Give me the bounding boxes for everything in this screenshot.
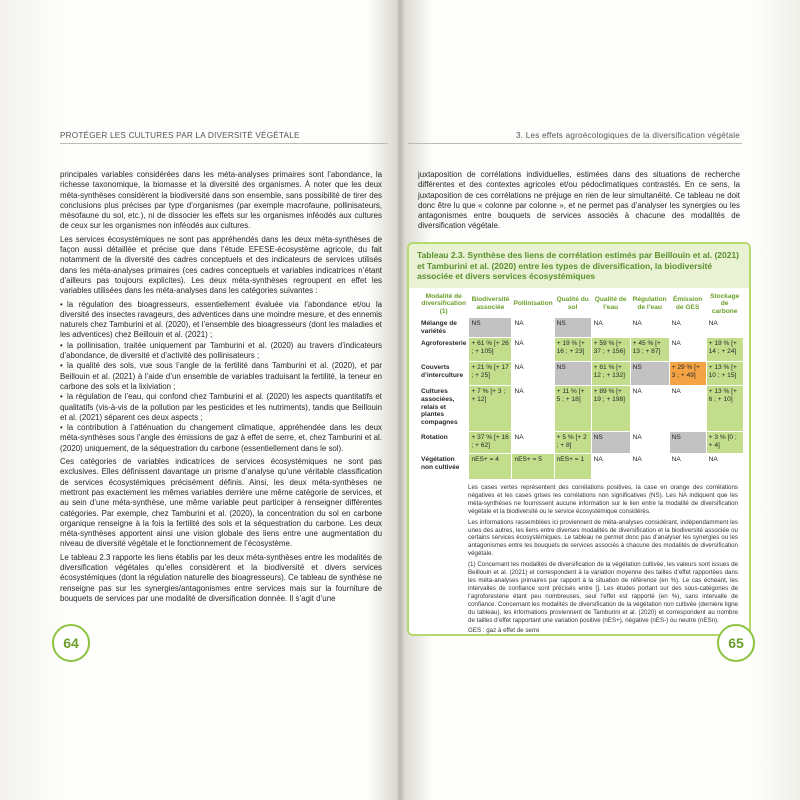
paragraph: Ces catégories de variables indicatrices de services écosystémiques ne sont pas exclusives. Elles définissent davantage un prisme d’analyse qu’une véritable classification de services écosystémiques précisément définis. Ainsi, les deux méta-synthèses ne mettront pas exactement les mêmes variables derrière une même catégorie de services, et au sein d’une méta-synthèse, une même variable peut participer à renseigner différentes catégories. Par exemple, chez Tamburini et al. (2020), la concentration du sol en carbone organique renseigne à la fois la fertilité des sols et la séquestration du carbone. Les deux méta-synthèses apportent ainsi une vision globale des liens entre une augmentation du niveau de diversité végétale et le fonctionnement de l’écosystème. [60,457,382,549]
right-page [402,0,800,800]
table-cell: nES+ = 5 [512,454,554,480]
running-head-left: PROTÉGER LES CULTURES PAR LA DIVERSITÉ VÉGÉTALE [60,131,300,140]
note: Les informations rassemblées ici proviennent de méta-analyses considérant, indépendamment les unes des autres, les liens entre diverses modalités de diversification et la biodiversité associée ou certains services écosystémiques. Le tableau ne permet donc pas d’analyser les synergies ou les antagonismes entre les bouquets de services associés à chacune des modalités de diversification végétale. [468,518,738,558]
bullet-item: • la régulation de l’eau, qui confond chez Tamburini et al. (2020) les aspects quantitatifs et qualitatifs (vis-à-vis de la pollution par les pesticides et les nutriments), tandis que Beillouin et al. (2021) séparent ces deux aspects ; [60,392,382,422]
paragraph: Le tableau 2.3 rapporte les liens établis par les deux méta-synthèses entre les modalités de diversification végétales qu’elles considèrent et la biodiversité et divers services écosystémiques (dont la régulation naturelle des bioagresseurs). Ce tableau de synthèse ne renseigne pas sur les synergies/antagonismes entre services mais sur la fourniture de bouquets de services par une modalité de diversification donnée. Il s’agit d’une [60,552,382,603]
page-number-left: 64 [52,624,90,662]
table-cell: NA [512,318,554,338]
paragraph: principales variables considérées dans les méta-analyses primaires sont l’abondance, la richesse taxonomique, la biomasse et la diversité des organismes. À noter que les deux méta-synthèses considèrent la biodiversité dans son ensemble, sans possibilité de tirer des conclusions plus précises par type d’organismes (par exemple macrofaune, pollinisateurs, mésofaune du sol, etc.), ni de dissocier les effets sur les organismes inféodés aux cultures de ceux sur les organismes non inféodés aux cultures. [60,170,382,231]
table-header-cell: Régulation de l’eau [630,290,669,318]
table-cell: NA [630,386,669,432]
table-cell: + 7 % [+ 3 ; + 12] [469,386,512,432]
note: (1) Concernant les modalités de diversification de la végétation cultivée, les valeurs sont issues de Beillouin et al. (2021) et correspondent à la variation moyenne des tailles d’effet rapportées dans les méta-analyses primaires par rapport à la situation de référence (en %). Le cas échéant, les intervalles de confiance sont précisés entre []. Les études portant sur des sous-catégories de l’agroforesterie étant peu nombreuses, seul l’effet est rapporté (en %), sans intervalle de confiance. Concernant les modalités de diversification de la végétation non cultivée (dernière ligne du tableau), les informations proviennent de Tamburini et al. (2020) et correspondent au nombre de tailles d’effet rapportant une variation positive (nES+), négative (nES-) ou neutre (nESn). [468,561,738,624]
header-rule-left [60,143,388,144]
table-cell: + 21 % [+ 17 ; + 25] [469,362,512,386]
table-header-cell: Modalité de diversification (1) [419,290,469,318]
table-header-row [419,290,744,318]
table-cell: + 29 % [+ 3 ; + 49] [669,362,706,386]
table-cell: NA [630,454,669,480]
table-row [419,454,744,480]
paragraph: Les services écosystémiques ne sont pas appréhendés dans les deux méta-synthèses de façon aussi détaillée et précise que dans l’étude EFESE-écosystème agricole, du fait notamment de la diversité des cadres conceptuels et des indicateurs de services utilisés dans les méta-analyses primaires (ces cadres conceptuels et variables indicatrices n’étant d’ailleurs pas toujours explicites). Les deux méta-synthèses regroupent en effet les variables utilisées dans les méta-analyses dans les catégories suivantes : [60,234,382,296]
table-cell: nES+ = 4 [469,454,512,480]
table-cell: NA [512,386,554,432]
bullet-item: • la régulation des bioagresseurs, essentiellement évaluée via l’abondance et/ou la diversité des insectes ravageurs, des adventices dans une moindre mesure, et des ennemis naturels chez Tamburini et al. (2020), et l’ensemble des bioagresseurs (dont les maladies et les adventices) chez Beillouin et al. (2021) ; [60,299,382,340]
note: GES : gaz à effet de serre [468,627,540,635]
table-row [419,386,744,432]
table-cell: NA [706,318,743,338]
table-cell: NA [512,362,554,386]
table-cell: NA [512,338,554,362]
table-cell: NS [554,362,591,386]
table-body [419,318,744,480]
table-cell: NA [591,318,630,338]
table-cell: NA [630,432,669,454]
bullet-item: • la contribution à l’atténuation du changement climatique, appréhendée dans les deux méta-synthèses sous l’angle des émissions de gaz à effet de serre, et, chez Tamburini et al. (2020) uniquement, de la séquestration du carbone (essentiellement dans le sol). [60,423,382,453]
table-header-cell: Qualité du sol [554,290,591,318]
table-row [419,362,744,386]
table-cell: + 59 % [+ 37 ; + 156] [591,338,630,362]
page-number-right: 65 [717,624,755,662]
table-cell: + 13 % [+ 10 ; + 15] [706,362,743,386]
row-label: Cultures associées, relais et plantes compagnes [419,386,469,432]
row-label: Agroforesterie [419,338,469,362]
table-cell: NA [512,432,554,454]
row-label: Couverts d’interculture [419,362,469,386]
table-header-cell: Pollinisation [512,290,554,318]
table-cell: + 61 % [+ 12 ; + 132] [591,362,630,386]
left-page [0,0,398,800]
table-cell: + 3 % [0 ; + 4] [706,432,743,454]
paragraph: juxtaposition de corrélations individuelles, estimées dans des situations de recherche différentes et des contextes agricoles et/ou pédoclimatiques contrastés. En ce sens, la juxtaposition de ces corrélations ne préjuge en rien de leur simultanéité. Ce tableau ne doit donc être lu que « colonne par colonne », et ne permet pas d’analyser les synergies ou les antagonismes entre bouquets de services associés à chacune des modalités de diversification végétale. [418,170,740,231]
table-cell: nES+ = 1 [554,454,591,480]
left-body-text [60,170,382,607]
table-cell: NA [630,318,669,338]
table-notes [468,484,738,638]
header-rule-right [408,143,742,144]
table-cell: + 13 % [+ 6 ; + 10] [706,386,743,432]
table-cell: NS [591,432,630,454]
table-cell: NA [669,454,706,480]
table-cell: + 89 % [+ 19 ; + 198] [591,386,630,432]
row-label: Végétation non cultivée [419,454,469,480]
synthesis-table [418,290,744,481]
bullet-item: • la pollinisation, traitée uniquement par Tamburini et al. (2020) au travers d’indicateurs d’abondance, de diversité et d’activité des pollinisateurs ; [60,340,382,361]
table-header-cell: Émission de GES [669,290,706,318]
table-header-cell: Stockage de carbone [706,290,743,318]
table-row [419,318,744,338]
table-header-cell: Biodiversité associée [469,290,512,318]
table-cell: NS [554,318,591,338]
table-cell: NA [706,454,743,480]
right-intro-text [418,170,740,235]
table-row [419,432,744,454]
table-cell: NA [669,386,706,432]
table-caption: Tableau 2.3. Synthèse des liens de corrélation estimés par Beillouin et al. (2021) et Tamburini et al. (2020) entre les types de diversification, la biodiversité associée et divers services écosystémiques [409,244,749,288]
table-cell: + 19 % [+ 16 ; + 23] [554,338,591,362]
table-cell: + 11 % [+ 5 ; + 18] [554,386,591,432]
table-cell: NS [669,432,706,454]
table-cell: + 37 % [+ 16 ; + 62] [469,432,512,454]
table-cell: NA [669,338,706,362]
bullet-item: • la qualité des sols, vue sous l’angle de la fertilité dans Tamburini et al. (2020), et par Beillouin et al. (2021) à l’aide d’un ensemble de variables traduisant la fertilité, la teneur en carbone des sols et la lixiviation ; [60,361,382,391]
table-cell: NA [669,318,706,338]
table-cell: + 45 % [+ 13 ; + 87] [630,338,669,362]
table-cell: + 5 % [+ 2 ; + 8] [554,432,591,454]
table-cell: NA [591,454,630,480]
note: Les cases vertes représentent des corrélations positives, la case en orange des corrélations négatives et les cases grises les corrélations non significatives (NS). Les NA indiquent que les méta-synthèses ne fournissent aucune information sur le lien entre la modalité de diversification végétale et la biodiversité ou le service écosystémique considérés. [468,484,738,515]
table-cell: + 19 % [+ 14 ; + 24] [706,338,743,362]
table-cell: NS [630,362,669,386]
row-label: Mélange de variétés [419,318,469,338]
running-head-right: 3. Les effets agroécologiques de la diversification végétale [516,131,740,140]
row-label: Rotation [419,432,469,454]
table-row [419,338,744,362]
table-cell: + 61 % [+ 26 ; + 105] [469,338,512,362]
table-header-cell: Qualité de l’eau [591,290,630,318]
table-cell: NS [469,318,512,338]
